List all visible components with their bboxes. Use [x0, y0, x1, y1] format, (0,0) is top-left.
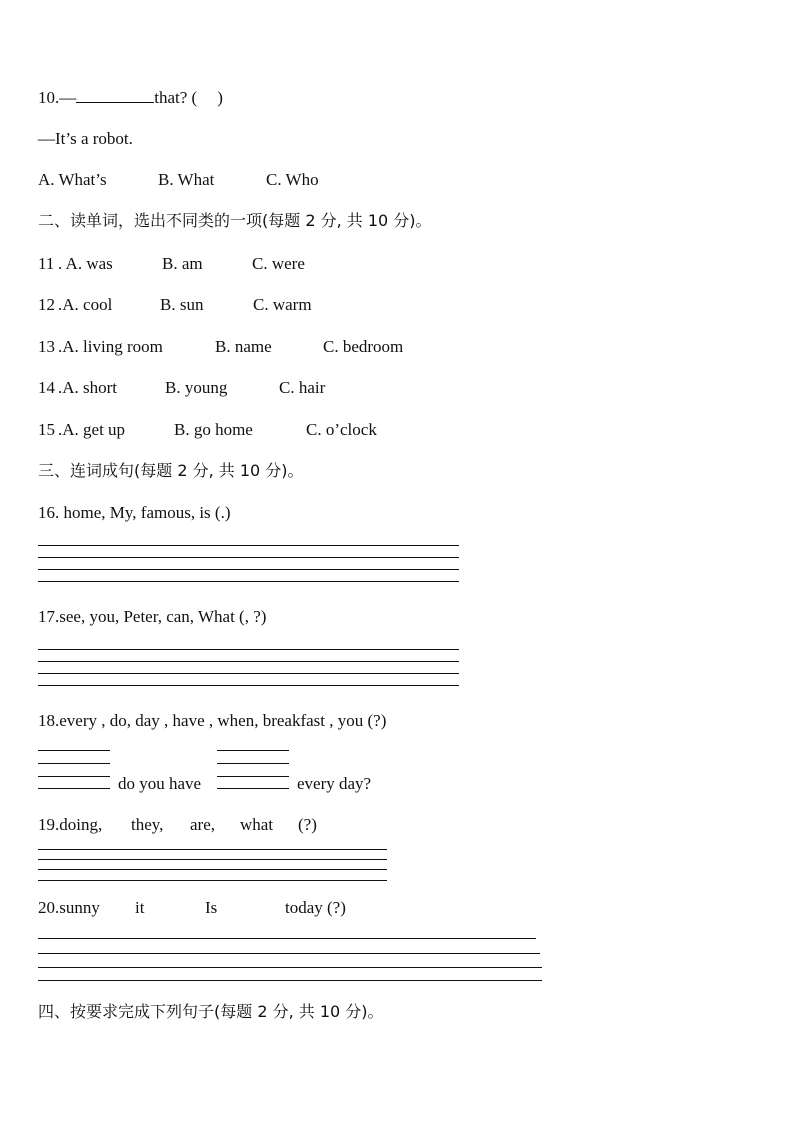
q20-word-4: today (?)	[285, 898, 346, 917]
q10-line	[38, 88, 223, 108]
q11-option-c: C. were	[252, 254, 305, 273]
q16-prompt: 16. home, My, famous, is (.)	[38, 503, 231, 522]
q14-option-c: C. hair	[279, 378, 326, 397]
q17-writing-line-3[interactable]	[38, 673, 459, 674]
q11-option-b: B. am	[162, 254, 203, 273]
q18-blank-1-line-1[interactable]	[38, 750, 110, 751]
q18-blank-1-line-3[interactable]	[38, 776, 110, 777]
q18-blank-1-line-2[interactable]	[38, 763, 110, 764]
q17-writing-line-2[interactable]	[38, 661, 459, 662]
q19-writing-line-4[interactable]	[38, 880, 387, 881]
section2-heading: 二、读单词，选出不同类的一项(每题 2 分, 共 10 分)。	[38, 211, 432, 230]
q10-answer: —It’s a robot.	[38, 129, 133, 148]
q18-blank-2-line-4[interactable]	[217, 788, 289, 789]
section3-heading: 三、连词成句(每题 2 分, 共 10 分)。	[38, 461, 304, 480]
q19-word-5: (?)	[298, 815, 317, 834]
q20-word-1: 20.sunny	[38, 898, 100, 917]
q16-writing-line-2[interactable]	[38, 557, 459, 558]
q19-writing-line-3[interactable]	[38, 869, 387, 870]
q19-word-3: are,	[190, 815, 216, 834]
q15-option-b: B. go home	[174, 420, 253, 439]
q20-word-2: it	[135, 898, 145, 917]
q17-prompt: 17.see, you, Peter, can, What (, ?)	[38, 607, 267, 626]
q20-writing-line-4[interactable]	[38, 980, 542, 981]
q20-word-3: Is	[205, 898, 218, 917]
q18-blank-2-line-1[interactable]	[217, 750, 289, 751]
q15-number: 15	[38, 420, 55, 439]
q10-number: 10.	[38, 88, 60, 107]
q19-writing-line-2[interactable]	[38, 859, 387, 860]
q10-blank[interactable]	[76, 88, 154, 103]
q13-option-a: .A. living room	[58, 337, 163, 356]
q10-close: )	[217, 88, 223, 107]
q18-prompt: 18.every , do, day , have , when, breakfast , you (?)	[38, 711, 387, 730]
q14-option-b: B. young	[165, 378, 228, 397]
q17-writing-line-4[interactable]	[38, 685, 459, 686]
q13-option-b: B. name	[215, 337, 272, 356]
q20-writing-line-3[interactable]	[38, 967, 542, 968]
q19-word-2: they,	[131, 815, 164, 834]
q18-middle-text: do you have	[118, 774, 202, 793]
q19-word-4: what	[240, 815, 274, 834]
q16-writing-line-4[interactable]	[38, 581, 459, 582]
q12-option-c: C. warm	[253, 295, 312, 314]
q12-number: 12	[38, 295, 55, 314]
q16-writing-line-3[interactable]	[38, 569, 459, 570]
q12-option-a: .A. cool	[58, 295, 113, 314]
q11-number: 11	[38, 254, 55, 273]
q20-writing-line-1[interactable]	[38, 938, 536, 939]
q18-blank-1-line-4[interactable]	[38, 788, 110, 789]
q10-dash: —	[59, 88, 77, 107]
q12-option-b: B. sun	[160, 295, 204, 314]
q10-option-b: B. What	[158, 170, 215, 189]
section4-heading: 四、按要求完成下列句子(每题 2 分, 共 10 分)。	[38, 1002, 384, 1021]
q18-blank-2-line-3[interactable]	[217, 776, 289, 777]
q19-writing-line-1[interactable]	[38, 849, 387, 850]
q10-option-c: C. Who	[266, 170, 319, 189]
q14-number: 14	[38, 378, 55, 397]
q17-writing-line-1[interactable]	[38, 649, 459, 650]
q10-text: that? (	[154, 88, 198, 107]
q16-writing-line-1[interactable]	[38, 545, 459, 546]
q14-option-a: .A. short	[58, 378, 118, 397]
q18-end-text: every day?	[297, 774, 372, 793]
q19-word-1: 19.doing,	[38, 815, 103, 834]
q15-option-c: C. o’clock	[306, 420, 377, 439]
q20-writing-line-2[interactable]	[38, 953, 540, 954]
q10-option-a: A. What’s	[38, 170, 107, 189]
q13-number: 13	[38, 337, 55, 356]
q11-option-a: . A. was	[58, 254, 113, 273]
q15-option-a: .A. get up	[58, 420, 126, 439]
q13-option-c: C. bedroom	[323, 337, 404, 356]
q18-blank-2-line-2[interactable]	[217, 763, 289, 764]
